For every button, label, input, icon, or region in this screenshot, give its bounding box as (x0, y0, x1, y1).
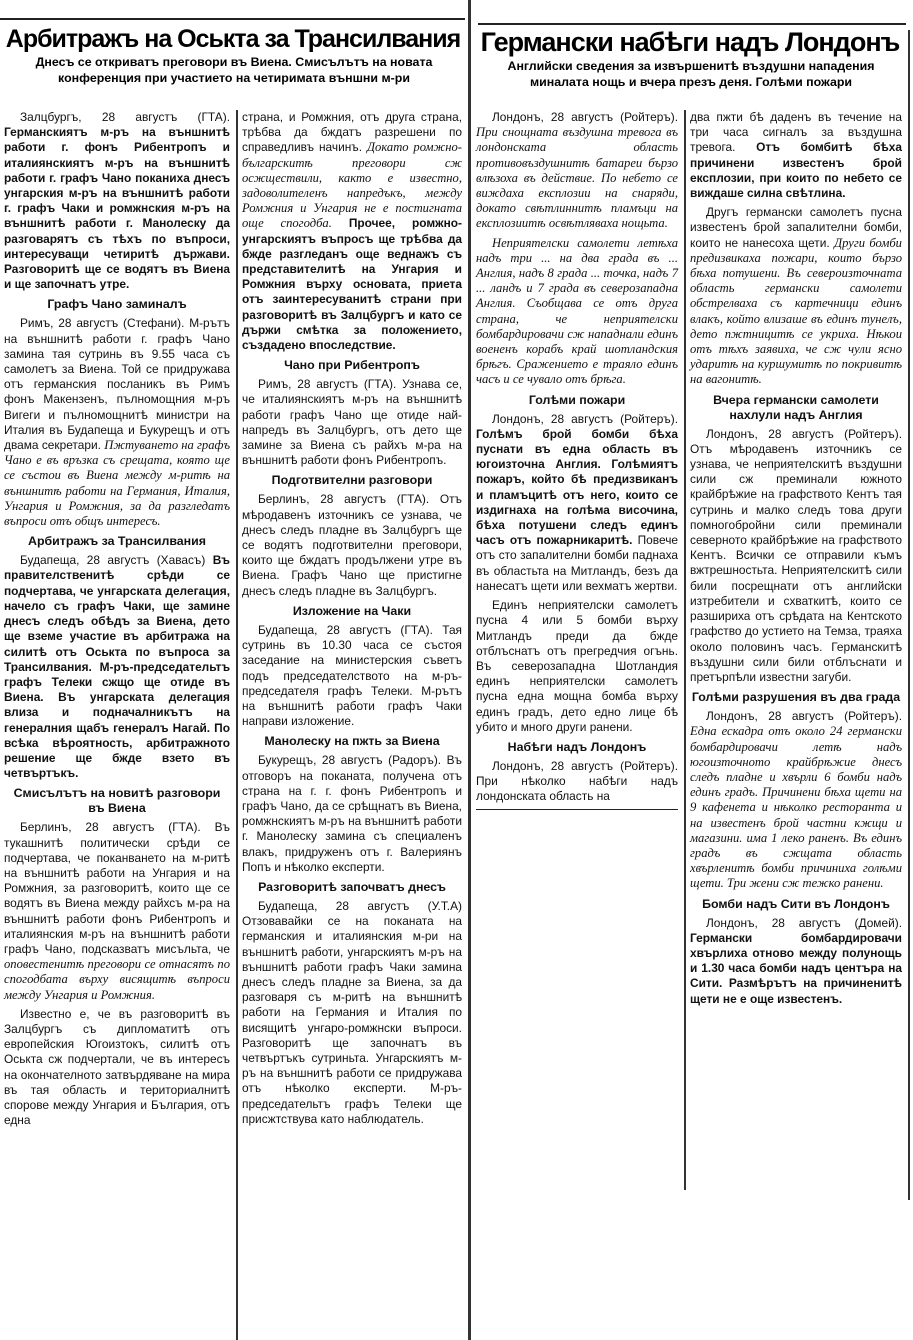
subhead-yesterday-planes: Вчера германски самолети нахлули надъ Англия (713, 392, 879, 422)
column-divider (468, 0, 471, 1340)
article-berlin-continued: страна, и Ромжния, отъ друга страна, трѣбва да бждатъ разрешени по справедливъ начинъ. Докато ромжно-българскитѣ преговори сж осжществили, както е известно, задоволителенъ напредъкъ, между Ромжния и Унгария не е постигната още спогодба. Прочее, ромжно-унгарскиятъ въпросъ ще трѣбва да бжде разгледанъ още веднажъ съ представителитѣ на Унгария и Ромжния върху основата, приета отъ заинтересуванитѣ страни при разговоритѣ въ Залцбургъ и като се държи смѣтка за положението, създадено впоследствие. (242, 110, 463, 353)
article-london-raids-cont: два пжти бѣ даденъ въ течение на три часа сигналъ за въздушна тревога. Отъ бомбитѣ бѣха причинени известенъ брой експлозии, при които по небето се виждаше силна свѣтлина. (690, 110, 902, 201)
top-rule-left (0, 18, 465, 20)
article-another-plane: Другъ германски самолетъ пусна известенъ брой запалителни бомби, които не нанесоха щети. Други бомби предизвикаха пожари, които бързо бѣха потушени. Въ североизточната область германски самолети обстрелваха съ картечници единъ влакъ, който влизаше въ единъ тунелъ, дето пжтницитѣ се укриха. Нѣкои отъ тѣхъ заявиха, че сж чули ясно ударитѣ на куршумитѣ по покривитѣ на вагонитѣ. (690, 205, 902, 387)
subhead-meaning-of-talks: Смисълътъ на новитѣ разговори въ Виена (13, 786, 221, 816)
article-kent: Лондонъ, 28 августъ (Ройтеръ). Отъ мѣродавенъ източникъ се узнава, че неприятелскитѣ въздушни сили сж преминали южното крайбрѣжие на графството Кентъ тая сутринь и малко следъ това други помногобройни сили преминали северното крайбрѣжие на графството Кентъ. Всички се отправили къмъ вжтрешностьта. Неприятелскитѣ сили били посрещнати отъ английски изтребители и схваткитѣ, които се разшириха отъ срѣдата на Кентското графство до устието на Темза, траяха около половинъ часъ. Германскитѣ въздушни сили били отблъснати и претърпѣли известни загуби. (690, 426, 902, 684)
article-budapest-gta: Будапеща, 28 августъ (ГТА). Тая сутринь въ 10.30 часа се състоя заседание на министерския съветъ подъ председателството на м-ръ-председателя графъ Телеки. М-рътъ на външнитѣ работи графъ Чаки направи изложение. (242, 622, 462, 729)
subhead-bombs-city: Бомби надъ Сити въ Лондонъ (702, 896, 890, 911)
column-1 (4, 110, 230, 1132)
subhead-ciano-departed: Графъ Чано заминалъ (47, 297, 187, 312)
article-budapest-uta: Будапеща, 28 августъ (У.Т.А) Отзовавайки се на поканата на германския и италиянския м-ри на външнитѣ работи, унгарскиятъ м-ръ на външнитѣ работи графъ Чаки замина днесъ следъ пладне за Виена, за да разговаря съ м-ритѣ на външнитѣ работи на Германия и Италия по висящитѣ унгаро-ромжнски въпроси. Разговоритѣ ще започнатъ въ четвъртъкъ сутриньта. Унгарскиятъ м-ръ на външнитѣ работи се придружава отъ нѣколко експерти. М-ръ-председательтъ графъ Телеки ще присжтствува като наблюдатель. (242, 898, 462, 1126)
subhead-big-fires: Голѣми пожари (528, 392, 626, 407)
column-divider (236, 110, 238, 1340)
column-2 (242, 110, 462, 1131)
article-london-raids: Лондонъ, 28 августъ (Ройтеръ). При нѣколко набѣги надъ лондонската область на (476, 758, 678, 804)
column-4 (690, 110, 902, 1011)
article-rome-gta: Римъ, 28 августъ (ГТА). Узнава се, че италиянскиятъ м-ръ на външнитѣ работи графъ Чано ще отиде най-напредъ въ Залцбургъ, отъ дето ще замине за Виена съ райхъ м-ра на външнитѣ работи фонъ Рибентропъ. (242, 377, 463, 468)
article-berlin-cont: Известно е, че въ разговоритѣ въ Залцбургъ съ дипломатитѣ отъ европейския Югоизтокъ, силитѣ отъ Оськта сж подчертали, че въ интересъ на окончателното затвърдяване на мира въ тая область и териториалнитѣ спорове между Унгария и България, отъ една (4, 1006, 230, 1128)
subhead-two-towns: Голѣми разрушения въ два града (691, 690, 901, 705)
article-budapest-havas: Будапеща, 28 августъ (Хавасъ) Въ правителственитѣ срѣди се подчертава, че унгарската делегация, начело съ графъ Чаки, ще замине днесъ следъ обѣдъ за Виена, дето ще вземе участие въ арбитража на силитѣ отъ Оськта по въпроса за Трансилвания. М-ръ-председательтъ графъ Телеки сжщо ще отиде въ Виена. Въ унгарската делегация влиза и подначалникътъ на генералния щабъ генералъ Нагай. По всѣка вѣроятность, арбитражното решение ще бжде взето въ четвъртъкъ. (4, 553, 230, 781)
article-rome: Римъ, 28 августъ (Стефани). М-рътъ на външнитѣ работи г. графъ Чано замина тая сутринь въ 9.55 часа съ самолетъ за Виена. Той се придружава отъ германския посланикъ въ Римъ фонъ Макензенъ, пълномощния м-ръ Вигеги и пълномощнитѣ министри на Италия въ Будапеща и Букурещъ и отъ двама секретари. Пжтуването на графъ Чано е въ връзка съ срещата, която ще се състои въ Виена между м-ритѣ на външнитѣ работи на Германия, Италия, Унгария и Ромжния, за да разгледатъ въпроси отъ общъ интересъ. (4, 316, 230, 529)
headline-london-raids: Германски набѣги надъ Лондонъ (480, 27, 900, 57)
top-rule-right (478, 23, 906, 25)
subhead-csaky-statement: Изложение на Чаки (292, 603, 412, 618)
subhead-ciano-ribbentrop: Чано при Рибентропъ (284, 358, 420, 373)
article-two-towns: Лондонъ, 28 августъ (Ройтеръ). Една ескадра отъ около 24 германски бомбардировачи летѣ надъ югоизточното крайбрѣжие днесъ следъ пладне и хвърли 6 бомби надъ единъ градъ. Причинени бѣха щети на 9 кафенета и нѣколко ресторанта и на известенъ брой частни кжщи и магазини. има 1 леко раненъ. Въ единъ градъ въ сжщата область хвърленитѣ бомби причиниха голѣми щети. Три жени сж тежко ранени. (690, 709, 902, 891)
column-3 (476, 110, 678, 810)
subhead-arbitrage-transylvania: Арбитражъ за Трансилвания (28, 534, 206, 549)
article-bucharest: Букурещъ, 28 августъ (Радоръ). Въ отговоръ на поканата, получена отъ страна на г. г. фонъ Рибентропъ и графъ Чано, да се срѣщнатъ въ Виена, ромжнскиятъ м-ръ на външнитѣ работи г. Манолеску замина съ специаленъ влакъ, придруженъ отъ г. Валериянъ Попъ и нѣколко експерти. (242, 753, 462, 874)
subhead-preparatory-talks: Подготвителни разговори (271, 473, 433, 488)
subhead-talks-begin: Разговоритѣ започватъ днесъ (258, 879, 446, 894)
article-london-reuters-1: Лондонъ, 28 августъ (Ройтеръ). При снощната въздушна тревога въ лондонската область противовъздушнитѣ батареи бързо влѣзоха въ действие. По небето се виждаха експлозии на снаряди, докато свѣтлиннитѣ пламъци на експлозиитѣ освѣтляваха нощьта. (476, 110, 678, 231)
deck-arbitrage: Днесъ се откриватъ преговори въ Виена. Смисълътъ на новата конференция при участието на четиримата външни м-ри (35, 55, 433, 85)
deck-london-raids: Английски сведения за извършенитѣ въздушни нападения миналата нощь и вчера презъ деня. Голѣми пожари (507, 59, 875, 89)
article-berlin-gta: Берлинъ, 28 августъ (ГТА). Отъ мѣродавенъ източникъ се узнава, че днесъ следъ пладне въ Залцбургъ ще се водятъ подготвителни преговори, които ще бждатъ продължени утре въ Виена. Графъ Чано ще пристигне днесъ следъ пладне въ Залцбургъ. (242, 492, 462, 598)
subhead-raids-london: Набѣги надъ Лондонъ (507, 739, 647, 754)
column-divider (908, 30, 910, 1200)
article-mitland: Единъ неприятелски самолетъ пусна 4 или 5 бомби върху Митландъ преди да бжде отблъснатъ отъ прегредчия огънь. Въ северозападна Шотландия единъ неприятелски самолетъ пусна една мощна бомба върху единъ градъ, дето едно лице бѣ убито и много други ранени. (476, 598, 678, 734)
column-3-end-rule (476, 809, 678, 810)
subhead-manoilescu-vienna: Манолеску на пжть за Виена (264, 734, 440, 749)
article-london-fires: Лондонъ, 28 августъ (Ройтеръ). Голѣмъ брой бомби бѣха пуснати въ една область въ югоизточна Англия. Голѣмиятъ пожаръ, който бѣ предизвиканъ и пламъцитѣ отъ него, които се издигнаха на голѣма височина, бѣха потушени следъ единъ часъ отъ пожарникаритѣ. Повече отъ сто запалителни бомби паднаха въ областьта на Митландъ, безъ да нанесатъ щети или вехматъ жертви. (476, 411, 679, 593)
article-london-enemy-planes: Неприятелски самолети летѣха надъ три ... на два града въ ... Англия, надъ 8 града ... точка, надъ 7 ... ландъ и 7 града въ северозападна Англия. Съобщава се отъ друга страна, че неприятелски бомбардировачи сж нападнали единъ воененъ корабъ край шотландския брѣгъ. Сражението е траяло единъ часъ и се чувало отъ брѣга. (476, 235, 678, 387)
column-divider (684, 110, 686, 1190)
article-salzburg: Залцбургъ, 28 августъ (ГТА). Германскиятъ м-ръ на външнитѣ работи г. фонъ Рибентропъ и италиянскиятъ м-ръ на външнитѣ работи г. графъ Чано поканиха днесъ унгарския м-ръ на външнитѣ работи г. графъ Чаки и ромжнския м-ръ на външнитѣ работи г. Манолеску да разговарятъ съ тѣхъ по въпроси, интересуващи четиритѣ държави. Разговоритѣ ще се водятъ въ Виена и ще започнатъ утре. (4, 110, 230, 292)
article-berlin: Берлинъ, 28 августъ (ГТА). Въ тукашнитѣ политически срѣди се подчертава, че поканването на м-ритѣ на външнитѣ работи на Унгария и на Ромжния, за разговоритѣ, които ще се водятъ въ Виена между райхсъ м-ра на външнитѣ работи фонъ Рибентропъ и италиянския м-ръ на външнитѣ работи графъ Чано, подсказватъ мисъльта, че оповестенитѣ преговори се отнасятъ по спогодбата върху висящитѣ въпроси между Унгария и Ромжния. (4, 820, 230, 1002)
headline-arbitrage: Арбитражъ на Оськта за Трансилвания (5, 25, 461, 53)
article-city-domei: Лондонъ, 28 августъ (Домей). Германски бомбардировачи хвърлиха отново между полунощь и 1.30 часа бомби надъ центъра на Сити. Размѣрътъ на причиненитѣ щети не е още известенъ. (690, 915, 902, 1006)
